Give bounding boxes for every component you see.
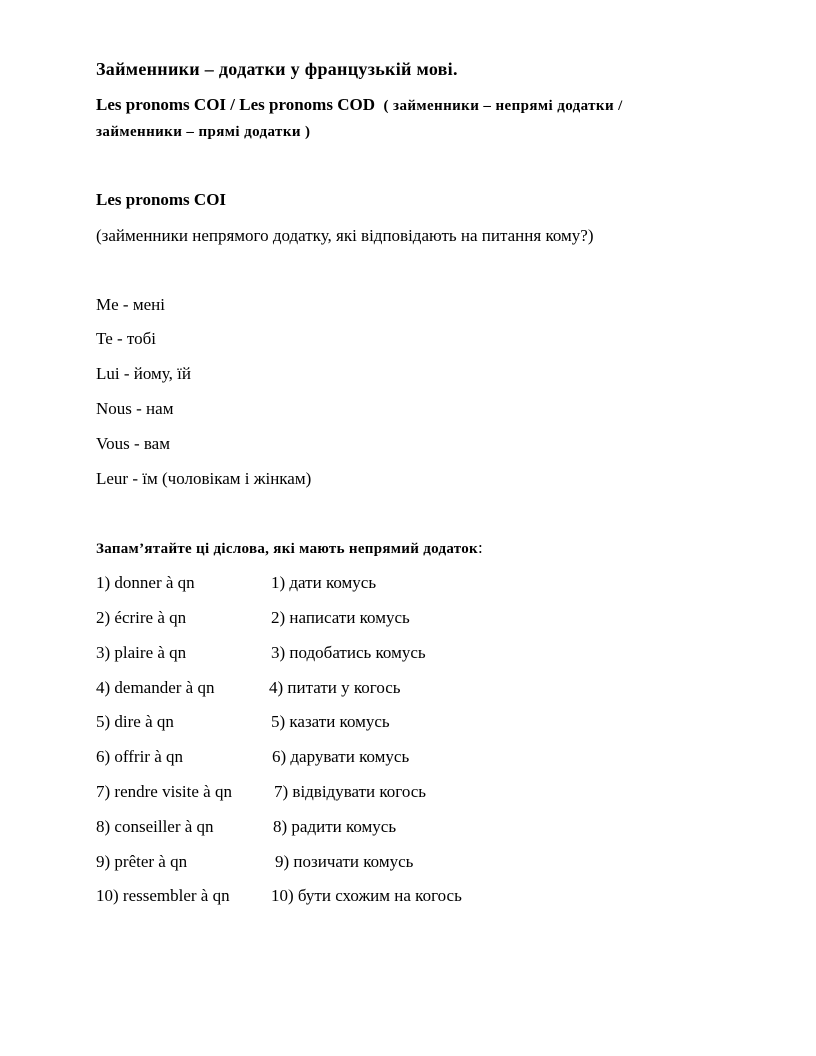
verb-french: 4) demander à qn [96,678,215,697]
document-title: Займенники – додатки у французькій мові. [96,59,458,79]
subtitle-french: Les pronoms COI / Les pronoms COD [96,95,375,114]
document-subtitle [96,95,623,116]
pronoun-item: Me - мені [96,295,165,314]
verb-ukrainian: 8) радити комусь [273,817,397,836]
verb-french: 3) plaire à qn [96,643,187,662]
verb-french: 5) dire à qn [96,712,174,731]
verbs-heading [96,538,483,559]
verb-french: 1) donner à qn [96,573,195,592]
verb-french: 7) rendre visite à qn [96,782,232,801]
verb-ukrainian: 4) питати у когось [269,678,401,697]
verb-ukrainian: 2) написати комусь [271,608,410,627]
pronoun-item: Leur - їм (чоловікам і жінкам) [96,469,312,488]
verb-french: 9) prêter à qn [96,852,188,871]
verb-ukrainian: 1) дати комусь [271,573,377,592]
pronoun-item: Lui - йому, їй [96,364,191,383]
verb-french: 2) écrire à qn [96,608,187,627]
verb-french: 10) ressembler à qn [96,886,230,905]
pronoun-item: Nous - нам [96,399,174,418]
pronoun-item: Vous - вам [96,434,170,453]
pronoun-item: Te - тобі [96,329,156,348]
section-heading: Les pronoms COI [96,190,227,209]
verb-ukrainian: 7) відвідувати когось [274,782,427,801]
verb-ukrainian: 5) казати комусь [271,712,390,731]
verb-ukrainian: 6) дарувати комусь [272,747,410,766]
verb-ukrainian: 9) позичати комусь [275,852,414,871]
verb-ukrainian: 3) подобатись комусь [271,643,426,662]
verb-ukrainian: 10) бути схожим на когось [271,886,462,905]
verbs-heading-colon: : [478,538,483,557]
verb-french: 6) offrir à qn [96,747,184,766]
verbs-heading-text: Запам’ятайте ці діслова, які мають непрямий додаток [96,541,479,557]
subtitle-ukrainian-part-2: займенники – прямі додатки ) [96,124,311,140]
subtitle-ukrainian-part-1: ( займенники – непрямі додатки / [383,98,623,114]
document-subtitle-continued [96,121,310,142]
section-note: (займенники непрямого додатку, які відповідають на питання кому?) [96,226,594,245]
verb-french: 8) conseiller à qn [96,817,214,836]
